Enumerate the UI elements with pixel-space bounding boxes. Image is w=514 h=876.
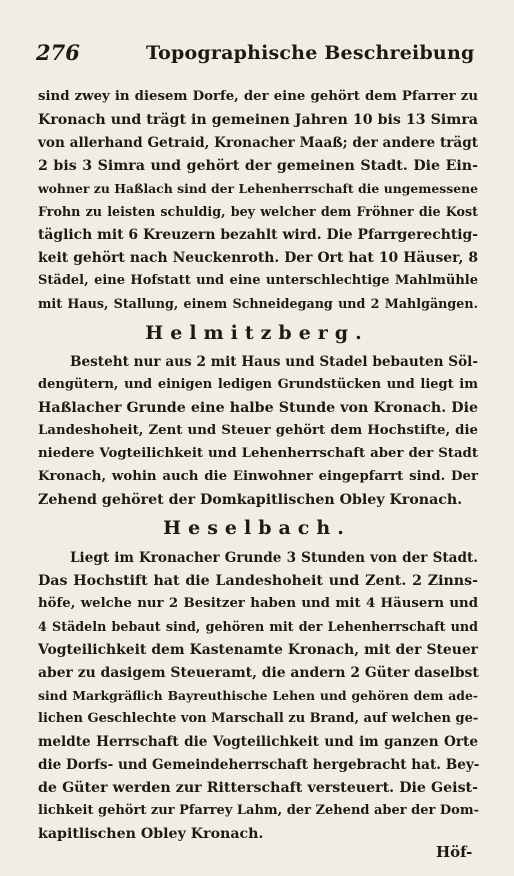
text-line: lichen Geschlechte von Marschall zu Brand, auf welchen ge- (38, 711, 479, 726)
text-line: die Dorfs- und Gemeindeherrschaft hergebracht hat. Bey- (38, 757, 480, 773)
text-line: Liegt im Kronacher Grunde 3 Stunden von der Stadt. (70, 550, 478, 566)
text-line: Kronach, wohin auch die Einwohner eingepfarrt sind. Der (38, 469, 478, 484)
text-line: Besteht nur aus 2 mit Haus und Stadel bebauten Söl- (70, 354, 478, 370)
text-line: Haßlacher Grunde eine halbe Stunde von Kronach. Die (38, 400, 478, 416)
text-line: Frohn zu leisten schuldig, bey welcher dem Fröhner die Kost (38, 204, 478, 219)
text-line: Landeshoheit, Zent und Steuer gehört dem Hochstifte, die (38, 423, 478, 438)
section-heading-heselbach: Heselbach. (163, 517, 351, 539)
text-line: keit gehört nach Neuckenroth. Der Ort hat 10 Häuser, 8 (38, 250, 478, 266)
text-line: höfe, welche nur 2 Besitzer haben und mit 4 Häusern und (38, 596, 478, 611)
text-line: mit Haus, Stallung, einem Schneidegang und 2 Mahlgängen. (38, 296, 478, 311)
text-line: aber zu dasigem Steueramt, die andern 2 Güter daselbst (38, 665, 479, 681)
page-number: 276 (36, 40, 80, 65)
text-line: 4 Städeln bebaut sind, gehören mit der Lehenherrschaft und (38, 619, 478, 634)
text-line: Das Hochstift hat die Landeshoheit und Zent. 2 Zinns- (38, 573, 478, 589)
catchword: Höf- (436, 843, 473, 861)
text-line: de Güter werden zur Ritterschaft versteuert. Die Geist- (38, 780, 478, 796)
text-line: meldte Herrschaft die Vogteilichkeit und im ganzen Orte (38, 734, 478, 750)
text-line: sind zwey in diesem Dorfe, der eine gehört dem Pfarrer zu (38, 89, 478, 104)
page-header (36, 40, 476, 68)
section-heading-helmitzberg: Helmitzberg. (145, 322, 369, 344)
text-line: niedere Vogteilichkeit und Lehenherrschaft aber der Stadt (38, 446, 478, 461)
text-line: wohner zu Haßlach sind der Lehenherrschaft die ungemessene (38, 181, 478, 196)
text-line: täglich mit 6 Kreuzern bezahlt wird. Die Pfarrgerechtig- (38, 227, 478, 243)
text-line: dengütern, und einigen ledigen Grundstücken und liegt im (38, 377, 478, 392)
text-line: sind Markgräflich Bayreuthische Lehen und gehören dem ade- (38, 688, 478, 703)
text-line: lichkeit gehört zur Pfarrey Lahm, der Zehend aber der Dom- (38, 803, 480, 818)
text-line: kapitlischen Obley Kronach. (38, 826, 264, 842)
text-line: 2 bis 3 Simra und gehört der gemeinen Stadt. Die Ein- (38, 158, 478, 174)
text-line: Zehend gehöret der Domkapitlischen Obley Kronach. (38, 492, 463, 508)
text-line: Vogteilichkeit dem Kastenamte Kronach, mit der Steuer (38, 642, 478, 658)
running-title: Topographische Beschreibung (146, 42, 475, 64)
text-line: Städel, eine Hofstatt und eine unterschlechtige Mahlmühle (38, 273, 478, 288)
text-line: Kronach und trägt in gemeinen Jahren 10 bis 13 Simra (38, 112, 478, 128)
text-line: von allerhand Getraid, Kronacher Maaß; der andere trägt (38, 135, 478, 151)
